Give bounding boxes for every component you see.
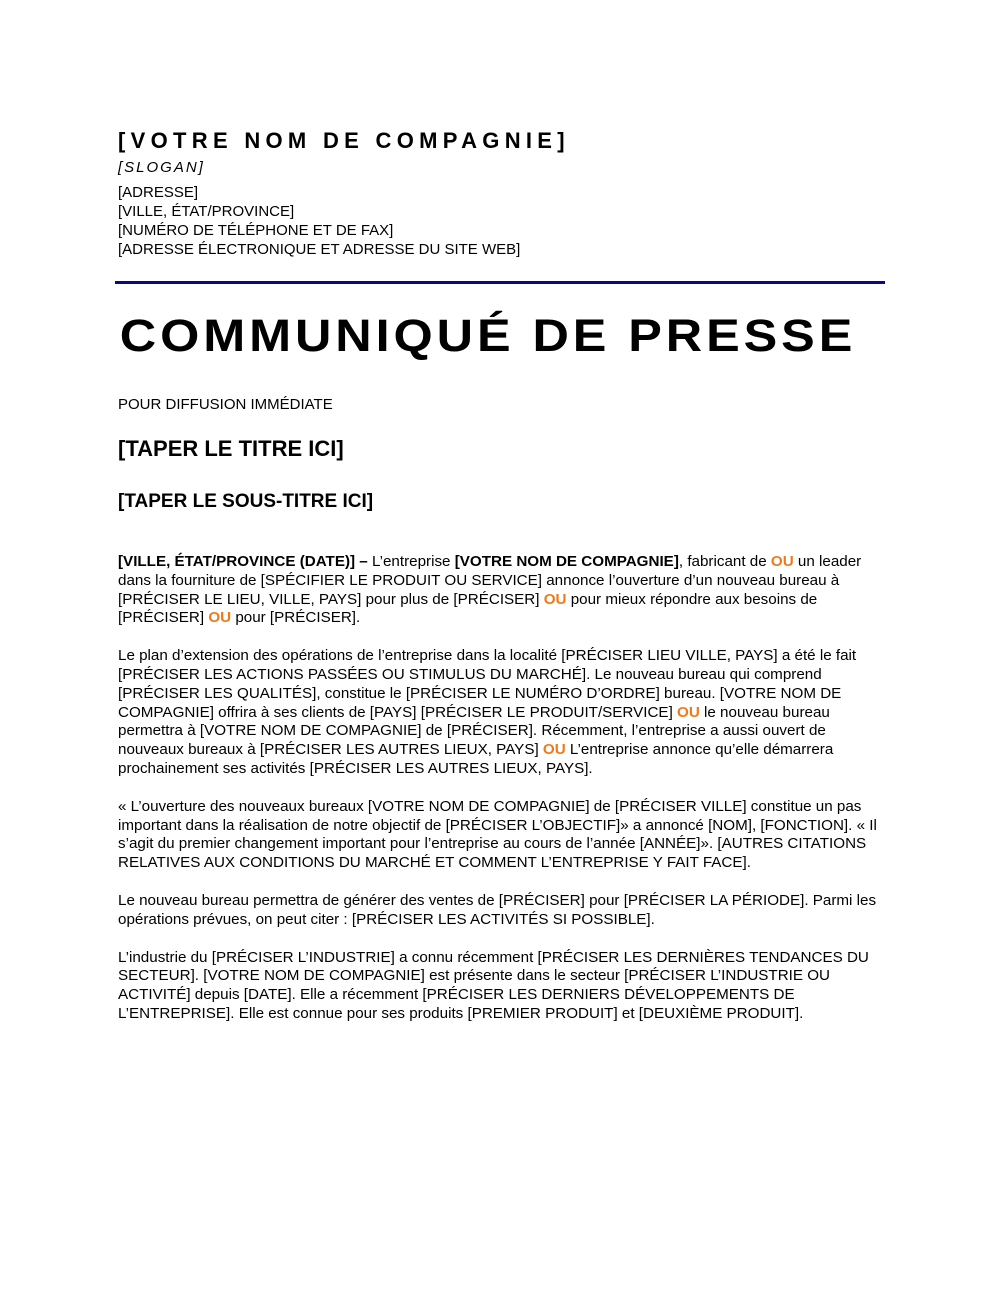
- company-name: [VOTRE NOM DE COMPAGNIE]: [118, 128, 570, 153]
- paragraph-expansion: [118, 647, 888, 779]
- document-title: COMMUNIQUÉ DE PRESSE: [119, 310, 857, 361]
- address-line: [ADRESSE]: [118, 184, 199, 201]
- subheadline: [TAPER LE SOUS-TITRE ICI]: [118, 491, 374, 512]
- headline: [TAPER LE TITRE ICI]: [118, 436, 344, 461]
- header-divider: [115, 281, 885, 284]
- text-run: L’entreprise: [367, 553, 455, 570]
- text-run: L’entreprise annonce qu’elle démarrera prochainement ses activités [PRÉCISER LES AUTRES LIEUX, PAYS].: [118, 741, 834, 777]
- email-web-line: [ADRESSE ÉLECTRONIQUE ET ADRESSE DU SITE WEB]: [118, 241, 521, 258]
- address-block: [118, 183, 520, 259]
- text-run: un leader dans la fourniture de [SPÉCIFIER LE PRODUIT OU SERVICE] annonce l’ouverture d’un nouveau bureau à [PRÉCISER LE LIEU, VILLE, PAYS] pour plus de [PRÉCISER]: [118, 553, 862, 608]
- city-line: [VILLE, ÉTAT/PROVINCE]: [118, 203, 295, 220]
- paragraph-sales: Le nouveau bureau permettra de générer des ventes de [PRÉCISER] pour [PRÉCISER LA PÉRIODE]. Parmi les opérations prévues, on peut citer : [PRÉCISER LES ACTIVITÉS SI POSSIBLE].: [118, 891, 877, 928]
- dateline: [VILLE, ÉTAT/PROVINCE (DATE)] –: [118, 553, 368, 570]
- or-marker: OU: [770, 553, 794, 570]
- text-run: le nouveau bureau permettra à [VOTRE NOM DE COMPAGNIE] de [PRÉCISER]. Récemment, l’entreprise a aussi ouvert de nouveaux bureaux à [PRÉCISER LES AUTRES LIEUX, PAYS]: [118, 703, 830, 759]
- or-marker: OU: [677, 703, 700, 721]
- slogan: [SLOGAN]: [118, 159, 205, 176]
- or-marker: OU: [208, 609, 232, 627]
- phone-fax-line: [NUMÉRO DE TÉLÉPHONE ET DE FAX]: [118, 222, 394, 239]
- company-ref: [VOTRE NOM DE COMPAGNIE]: [454, 553, 679, 570]
- paragraph-intro: [118, 553, 888, 628]
- paragraph-quote: « L’ouverture des nouveaux bureaux [VOTRE NOM DE COMPAGNIE] de [PRÉCISER VILLE] constitue un pas important dans la réalisation de notre objectif de [PRÉCISER L’OBJECTIF]» a annoncé [NOM], [FONCTION]. « Il s’agit du premier changement important pour l’entreprise au cours de l’année [ANNÉE]». [AUTRES CITATIONS RELATIVES AUX CONDITIONS DU MARCHÉ ET COMMENT L’ENTREPRISE Y FAIT FACE].: [118, 797, 877, 872]
- text-run: pour [PRÉCISER].: [231, 609, 361, 627]
- or-marker: OU: [542, 741, 566, 759]
- body-text: [118, 553, 888, 1043]
- text-run: pour mieux répondre aux besoins de [PRÉCISER]: [118, 590, 818, 627]
- text-run: Le plan d’extension des opérations de l’entreprise dans la localité [PRÉCISER LIEU VILLE, PAYS] a été le fait [PRÉCISER LES ACTIONS PASSÉES OU STIMULUS DU MARCHÉ]. Le nouveau bureau qui comprend [PRÉCISER LES QUALITÉS], constitue le [PRÉCISER LE NUMÉRO D’ORDRE] bureau. [VOTRE NOM DE COMPAGNIE] offrira à ses clients de [PAYS] [PRÉCISER LE PRODUIT/SERVICE]: [118, 647, 857, 721]
- paragraph-industry: L’industrie du [PRÉCISER L’INDUSTRIE] a connu récemment [PRÉCISER LES DERNIÈRES TENDANCES DU SECTEUR]. [VOTRE NOM DE COMPAGNIE] est présente dans le secteur [PRÉCISER L’INDUSTRIE OU ACTIVITÉ] depuis [DATE]. Elle a récemment [PRÉCISER LES DERNIERS DÉVELOPPEMENTS DE L’ENTREPRISE]. Elle est connue pour ses produits [PREMIER PRODUIT] et [DEUXIÈME PRODUIT].: [118, 948, 869, 1022]
- text-run: , fabricant de: [678, 553, 771, 570]
- or-marker: OU: [543, 590, 567, 608]
- release-note: POUR DIFFUSION IMMÉDIATE: [118, 396, 333, 413]
